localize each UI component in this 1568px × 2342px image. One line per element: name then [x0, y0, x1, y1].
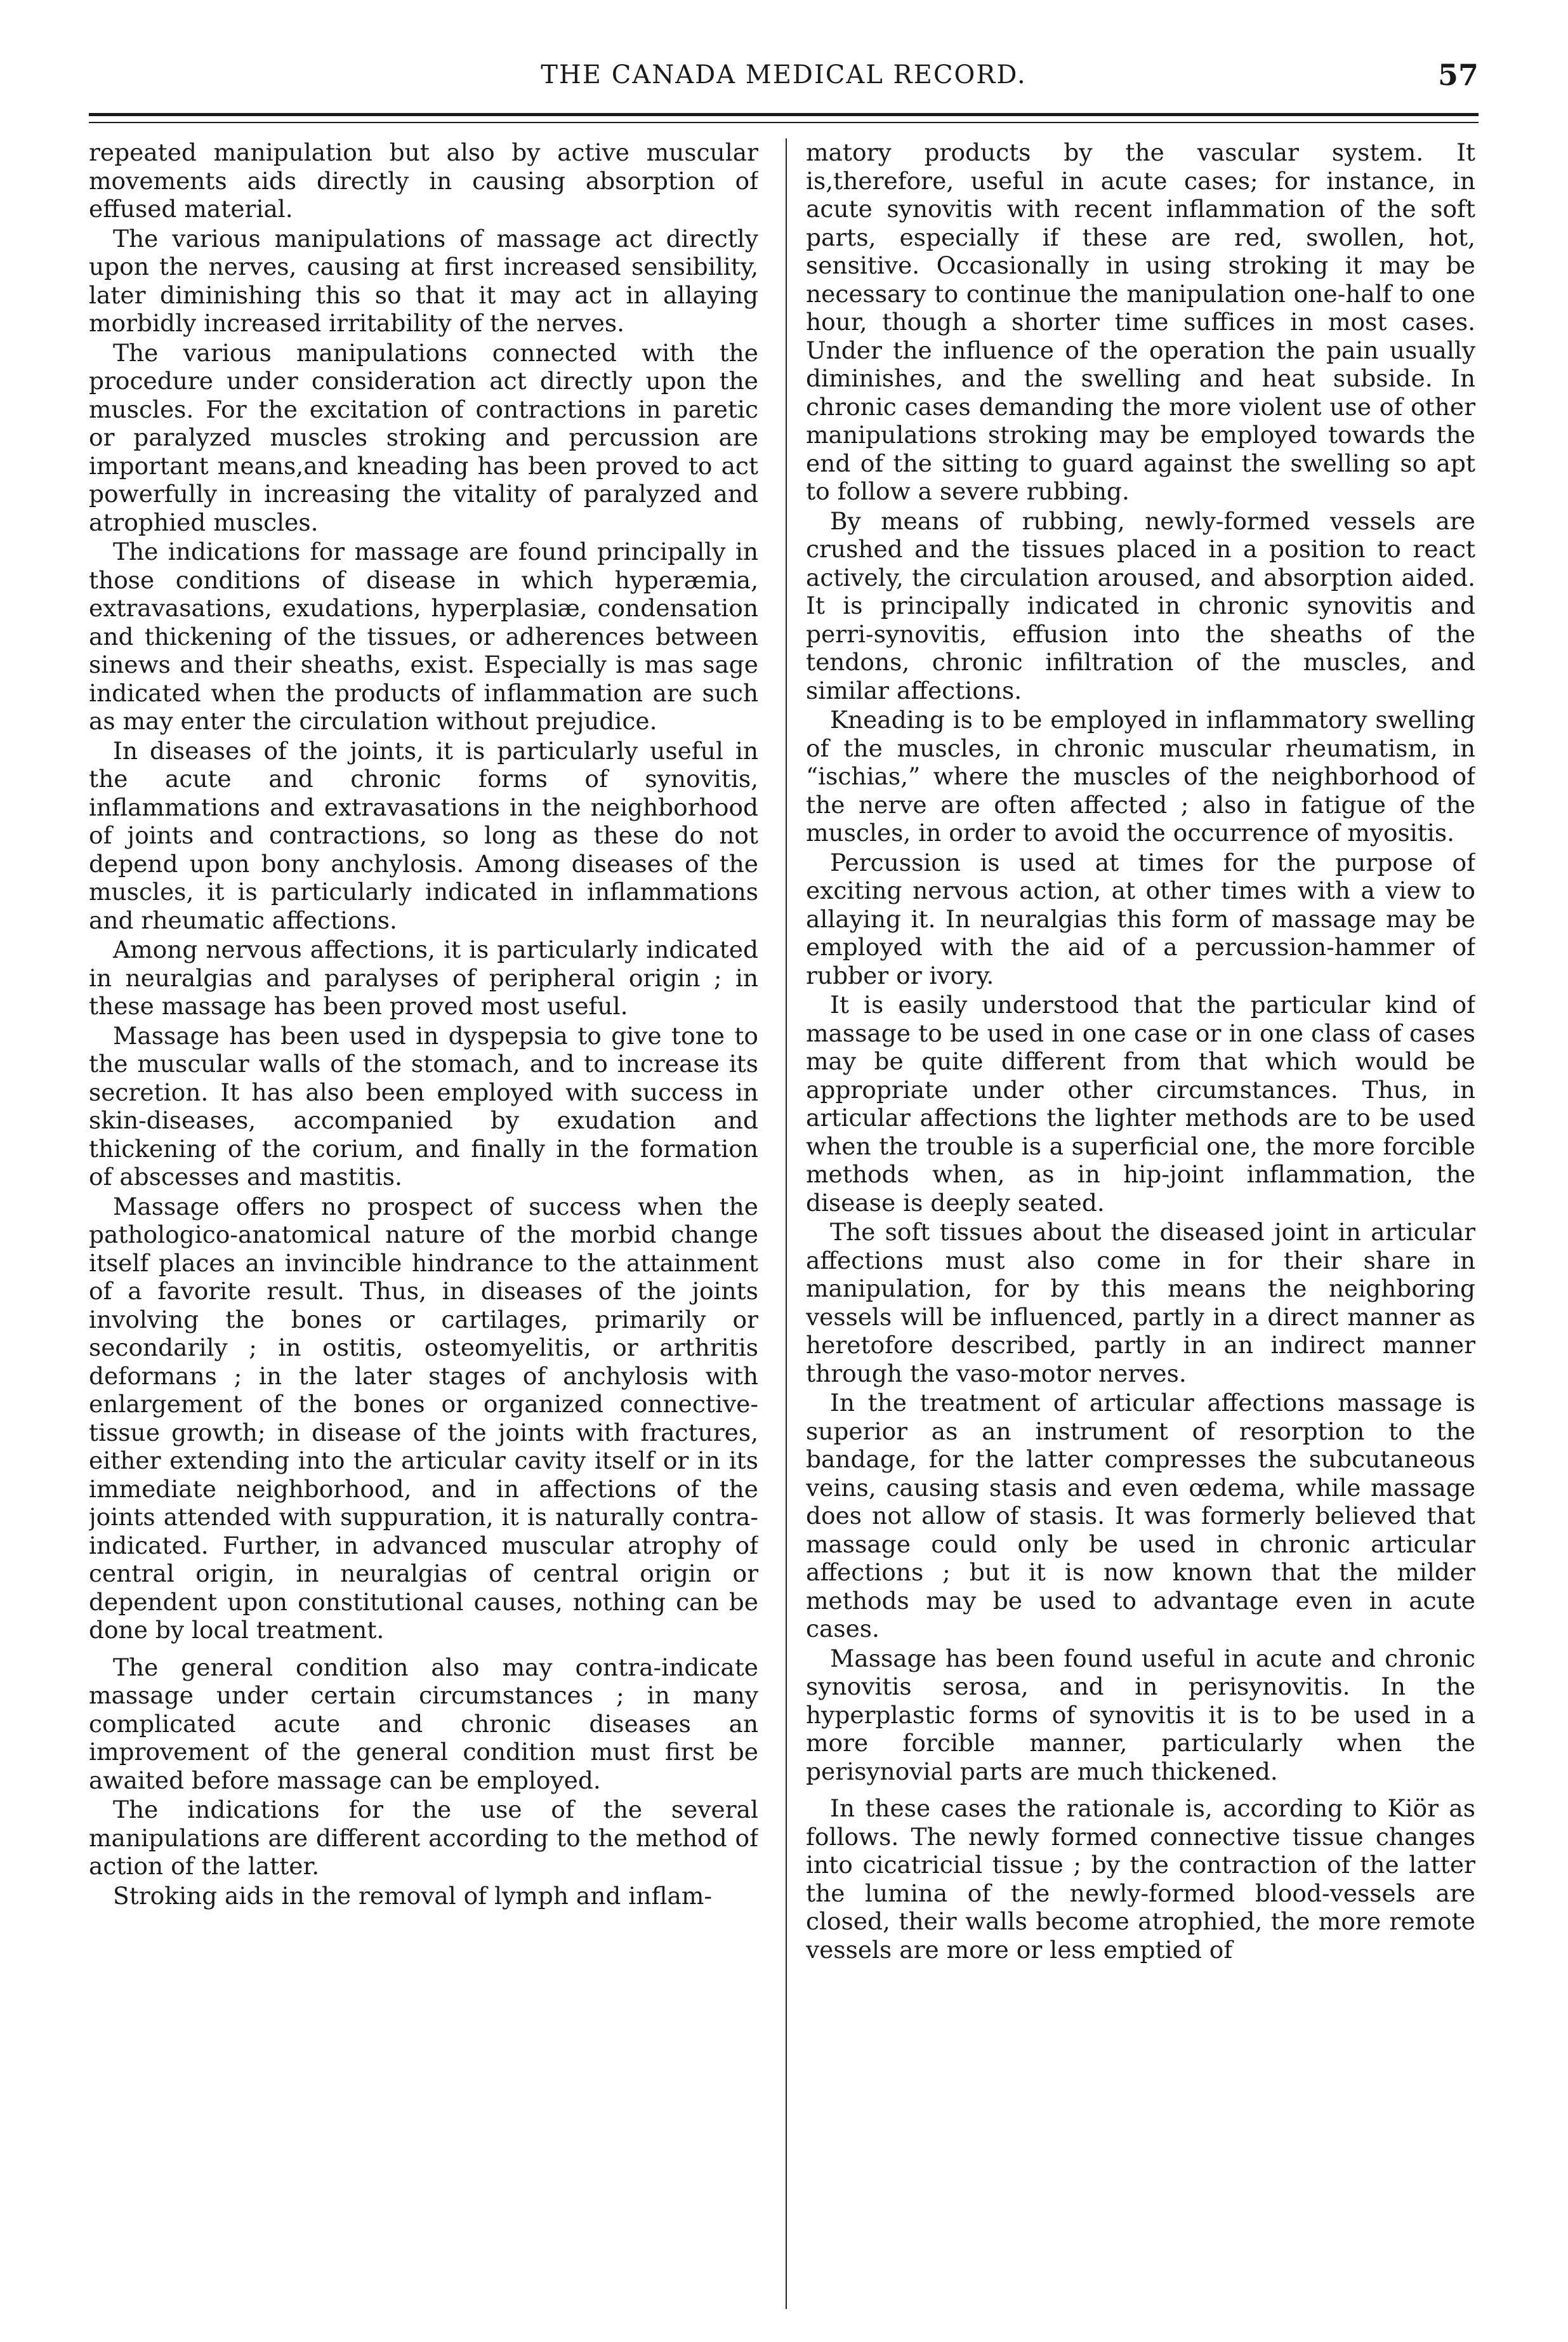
paragraph: In the treatment of articular affections massage is superior as an instrument of resorption to the bandage, for the latter compresses the subcutaneous veins, causing stasis and even œdema, while massage does not allow of stasis. It was formerly believed that massage could only be used in chronic articular affections ; but it is now known that the milder methods may be used to advantage even in acute cases. [806, 1389, 1475, 1643]
paragraph: In diseases of the joints, it is particularly useful in the acute and chronic forms of synovitis, inflammations and extravasations in the neighborhood of joints and contractions, so long as these do not depend upon bony anchylosis. Among diseases of the muscles, it is particularly indicated in inflammations and rheumatic affections. [89, 736, 758, 934]
paragraph: Massage offers no prospect of success when the pathologico-anatomical nature of the morbid change itself places an invincible hindrance to the attainment of a favorite result. Thus, in diseases of the joints involving the bones or cartilages, primarily or secondarily ; in ostitis, osteomyelitis, or arthritis deformans ; in the later stages of anchylosis with enlargement of the bones or organized connective-tissue growth; in disease of the joints with fractures, either extending into the articular cavity itself or in its immediate neighborhood, and in affections of the joints attended with suppuration, it is naturally contra-indicated. Further, in advanced muscular atrophy of central origin, in neuralgias of central origin or dependent upon constitutional causes, nothing can be done by local treatment. [89, 1192, 758, 1644]
paragraph: The various manipulations of massage act directly upon the nerves, causing at first increased sensibility, later diminishing this so that it may act in allaying morbidly increased irritability of the nerves. [89, 224, 758, 337]
paragraph: Kneading is to be employed in inflammatory swelling of the muscles, in chronic muscular rheumatism, in “ischias,” where the muscles of the neighborhood of the nerve are often affected ; also in fatigue of the muscles, in order to avoid the occurrence of myositis. [806, 706, 1475, 847]
header-rule-thick [89, 113, 1479, 116]
paragraph: Massage has been found useful in acute and chronic synovitis serosa, and in perisynovitis. In the hyperplastic forms of synovitis it is to be used in a more forcible manner, particularly when the perisynovial parts are much thickened. [806, 1644, 1475, 1785]
paragraph: In these cases the rationale is, according to Kiör as follows. The newly formed connective tissue changes into cicatricial tissue ; by the contraction of the latter the lumina of the newly-formed blood-vessels are closed, their walls become atrophied, the more remote vessels are more or less emptied of [806, 1794, 1475, 1964]
paragraph: The indications for massage are found principally in those conditions of disease in which hyperæmia, extravasations, exudations, hyperplasiæ, condensation and thickening of the tissues, or adherences between sinews and their sheaths, exist. Especially is mas sage indicated when the products of inflammation are such as may enter the circulation without prejudice. [89, 538, 758, 735]
paragraph: Massage has been used in dyspepsia to give tone to the muscular walls of the stomach, and to increase its secretion. It has also been employed with success in skin-diseases, accompanied by exudation and thickening of the corium, and finally in the formation of abscesses and mastitis. [89, 1021, 758, 1191]
page-number: 57 [1437, 58, 1479, 92]
paragraph: The general condition also may contra-indicate massage under certain circumstances ; in many complicated acute and chronic diseases an improvement of the general condition must first be awaited before massage can be employed. [89, 1653, 758, 1794]
column-divider [786, 138, 787, 2309]
paragraph: matory products by the vascular system. It is,therefore, useful in acute cases; for instance, in acute synovitis with recent inflammation of the soft parts, especially if these are red, swollen, hot, sensitive. Occasionally in using stroking it may be necessary to continue the manipulation one-half to one hour, though a shorter time suffices in most cases. Under the influence of the operation the pain usually diminishes, and the swelling and heat subside. In chronic cases demanding the more violent use of other manipulations stroking may be employed towards the end of the sitting to guard against the swelling so apt to follow a severe rubbing. [806, 138, 1475, 505]
right-column [806, 138, 1475, 2322]
journal-title: THE CANADA MEDICAL RECORD. [541, 60, 1027, 89]
running-header [89, 60, 1479, 105]
paragraph: By means of rubbing, newly-formed vessels are crushed and the tissues placed in a position to react actively, the circulation aroused, and absorption aided. It is principally indicated in chronic synovitis and perri-synovitis, effusion into the sheaths of the tendons, chronic infiltration of the muscles, and similar affections. [806, 506, 1475, 705]
paragraph: Stroking aids in the removal of lymph and inflam- [113, 1881, 713, 1910]
paragraph: Percussion is used at times for the purpose of exciting nervous action, at other times with a view to allaying it. In neuralgias this form of massage may be employed with the aid of a percussion-hammer of rubber or ivory. [806, 848, 1475, 989]
left-column [89, 138, 758, 2322]
paragraph: The indications for the use of the several manipulations are different according to the method of action of the latter. [89, 1796, 758, 1880]
header-rule-thin [89, 122, 1479, 123]
paragraph: The various manipulations connected with the procedure under consideration act directly upon the muscles. For the excitation of contractions in paretic or paralyzed muscles stroking and percussion are important means,and kneading has been proved to act powerfully in increasing the vitality of paralyzed and atrophied muscles. [89, 338, 758, 536]
paragraph: It is easily understood that the particular kind of massage to be used in one case or in one class of cases may be quite different from that which would be appropriate under other circumstances. Thus, in articular affections the lighter methods are to be used when the trouble is a superficial one, the more forcible methods when, as in hip-joint inflammation, the disease is deeply seated. [806, 991, 1475, 1217]
paragraph: Among nervous affections, it is particularly indicated in neuralgias and paralyses of peripheral origin ; in these massage has been proved most useful. [89, 936, 758, 1020]
paragraph: The soft tissues about the diseased joint in articular affections must also come in for their share in manipulation, for by this means the neighboring vessels will be influenced, partly in a direct manner as heretofore described, partly in an indirect manner through the vaso-motor nerves. [806, 1218, 1475, 1387]
paragraph: repeated manipulation but also by active muscular movements aids directly in causing absorption of effused material. [89, 138, 758, 223]
